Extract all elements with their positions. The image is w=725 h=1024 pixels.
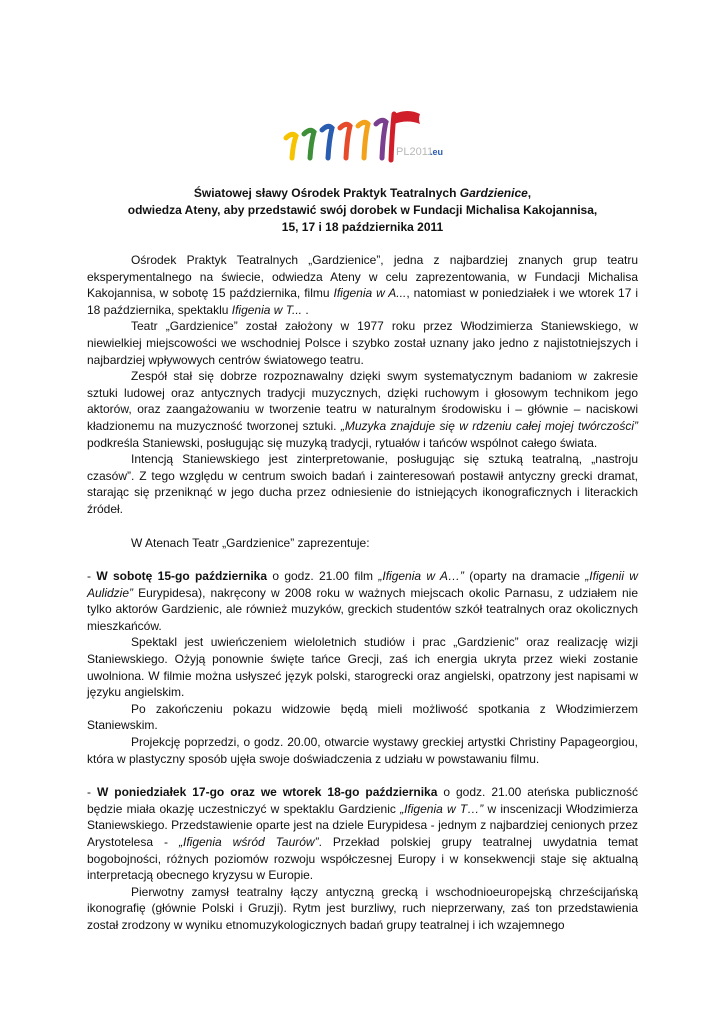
paragraph-history: Teatr „Gardzienice” został założony w 1977 roku przez Włodzimierza Staniewskiego, w niewielkiej miejscowości we wschodniej Polsce i szybko został uznany jako jedno z najistotniejszych i najbardziej wpływowych centrów światowego teatru.: [87, 319, 638, 367]
logo-text: PL2011: [396, 146, 434, 158]
paragraph-intention: Intencją Staniewskiego jest zinterpretowanie, posługując się sztuką teatralną, „nastroju czasów”. Z tego względu w centrum swoich badań i zainteresowań postawił antyczny grecki dramat, starając się przeniknąć w jego ducha przez odniesienie do istniejących ikonograficznych i literackich źródeł.: [87, 452, 638, 516]
heading-line-1-text: Światowej sławy Ośrodek Praktyk Teatralnych: [193, 186, 460, 200]
logo-figure-5: [358, 122, 368, 158]
paragraph-film-description: Spektakl jest uwieńczeniem wieloletnich studiów i prac „Gardzienic” oraz realizację wizji Staniewskiego. Ożyją ponownie święte tańce Grecji, zaś ich energia ukryta przez wieki zostanie uwolniona. W filmie można usłyszeć język polski, starogrecki oraz angielski, opatrzony jest napisami w języku angielskim.: [87, 635, 638, 700]
paragraph-meeting: Po zakończeniu pokazu widzowie będą mieli możliwość spotkania z Włodzimierzem Staniewskim.: [87, 701, 638, 733]
pl2011-logo: [278, 108, 448, 164]
heading-line-3: 15, 17 i 18 października 2011: [281, 220, 444, 234]
logo-flag: [394, 111, 420, 124]
paragraph-ensemble: Zespół stał się dobrze rozpoznawalny dzięki swym systematycznym badaniom w zakresie sztuki ludowej oraz antycznych tradycji muzycznych, dzięki ruchowym i głosowym technikom jego aktorów, oraz zaangażowaniu w tworzenie teatru w naturalnym środowisku i – głównie – naciskowi kładzionemu na muzyczność tworzonej sztuki. „Muzyka znajduje się w rdzeniu całej mojej twórczości” podkreśla Staniewski, posługując się muzyką tradycji, rytuałów i tańców wspólnot całego świata.: [87, 369, 638, 450]
paragraph-program-intro: W Atenach Teatr „Gardzienice” zaprezentuje:: [131, 535, 370, 550]
heading-line-1-emphasis: Gardzienice: [459, 186, 528, 200]
paragraph-monday-performance: - W poniedziałek 17-go oraz we wtorek 18-go października o godz. 21.00 ateńska publiczność będzie miała okazję uczestniczyć w spektaklu Gardzienic „Ifigenia w T…” w inscenizacji Włodzimierza Staniewskiego. Przedstawienie oparte jest na dziele Eurypidesa - jednym z najbardziej cenionych przez Arystotelesa - „Ifigenia wśród Taurów”. Przekład polskiej grupy teatralnej uwydatnia temat bogobojności, różnych poziomów rozwoju współczesnej Europy i w konsekwencji staje się aktualną interpretacją obecnego kryzysu w Europie.: [87, 785, 638, 883]
heading-line-1-punct: ,: [527, 186, 532, 200]
logo-figure-2: [304, 130, 314, 158]
heading-line-1: [95, 185, 630, 202]
paragraph-intro: Ośrodek Praktyk Teatralnych „Gardzienice”, jedna z najbardziej znanych grup teatru eksperymentalnego na świecie, odwiedza Ateny w celu zaprezentowania, w Fundacji Michalisa Kakojannisa, w sobotę 15 października, filmu Ifigenia w A..., natomiast w poniedziałek i we wtorek 17 i 18 października, spektaklu Ifigenia w T... .: [87, 253, 638, 317]
logo-suffix: .eu: [430, 147, 444, 157]
press-release-heading: [95, 185, 630, 236]
document-body: [87, 252, 638, 934]
heading-line-2: odwiedza Ateny, aby przedstawić swój dorobek w Fundacji Michalisa Kakojannisa,: [127, 203, 598, 217]
paragraph-exhibition: Projekcję poprzedzi, o godz. 20.00, otwarcie wystawy greckiej artystki Christiny Papageorgiou, która w plastyczny sposób ujęła swoje doświadczenia z udziału w powstawaniu filmu.: [87, 735, 638, 766]
logo-figure-6: [376, 120, 386, 158]
logo-flag-pole: [391, 114, 394, 160]
logo-figure-4: [340, 124, 350, 158]
paragraph-saturday-film: - W sobotę 15-go października o godz. 21.00 film „Ifigenia w A…” (oparty na dramacie „Ifigenii w Aulidzie” Eurypidesa), nakręcony w 2008 roku w ważnych miejscach okolic Parnasu, z udziałem nie tylko aktorów Gardzienic, ale również muzyków, greckich studentów szkół teatralnych oraz okolicznych mieszkańców.: [87, 569, 638, 633]
logo-figure-3: [322, 126, 332, 158]
paragraph-concept: Pierwotny zamysł teatralny łączy antyczną grecką i wschodnioeuropejską chrześcijańską ikonografię (głównie Polski i Gruzji). Rytm jest burzliwy, ruch nieprzerwany, zaś ton przedstawienia został zrodzony w wyniku etnomuzykologicznych badań grupy teatralnej i ich wzajemnego: [87, 884, 638, 932]
logo-figure-1: [286, 134, 296, 158]
